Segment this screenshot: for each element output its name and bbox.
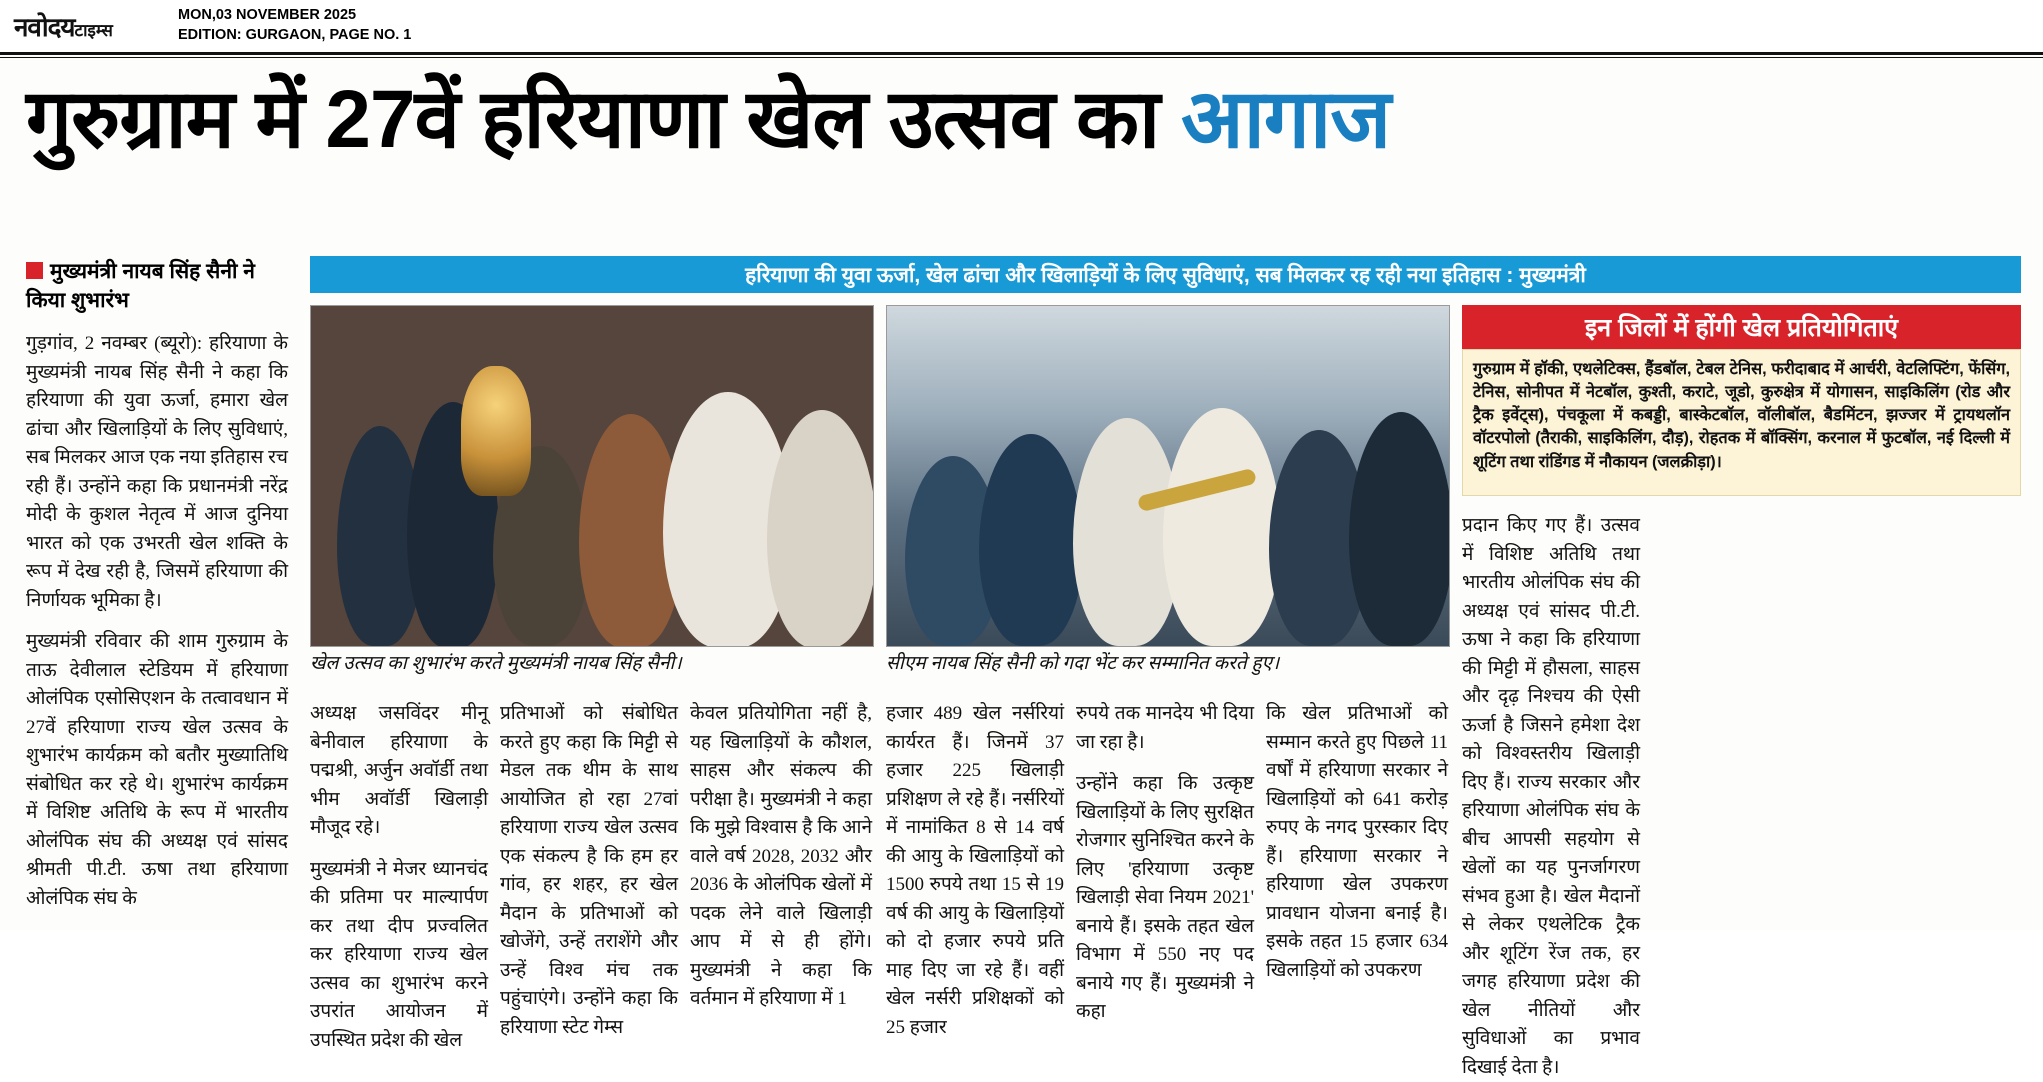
paragraph: मुख्यमंत्री रविवार की शाम गुरुग्राम के ताऊ देवीलाल स्टेडियम में हरियाणा ओलंपिक एसोसिएशन के तत्वावधान में 27वें हरियाणा राज्य खेल उत्सव के शुभारंभ कार्यक्रम को बतौर मुख्यातिथि संबोधित कर रहे थे। शुभारंभ कार्यक्रम में विशिष्ट अतिथि के रूप में भारतीय ओलंपिक संघ की अध्यक्ष एवं सांसद श्रीमती पी.टी. ऊषा तथा हरियाणा ओलंपिक संघ के <box>26 631 288 909</box>
photo1-image <box>311 306 873 646</box>
photo1-caption: खेल उत्सव का शुभारंभ करते मुख्यमंत्री नायब सिंह सैनी। <box>310 653 682 674</box>
photo2-image <box>887 306 1449 646</box>
figure <box>979 434 1083 646</box>
paragraph: गुड़गांव, 2 नवम्बर (ब्यूरो): हरियाणा के मुख्यमंत्री नायब सिंह सैनी ने कहा कि हरियाणा की युवा ऊर्जा, हमारा खेल ढांचा और खिलाड़ियों के लिए सुविधाएं, सब मिलकर आज एक नया इतिहास रच रही हैं। उन्होंने कहा कि प्रधानमंत्री नरेंद्र मोदी के कुशल नेतृत्व में आज दुनिया भारत को एक उभरती खेल शक्ति के रूप में देख रही है, जिसमें हरियाणा की निर्णायक भूमिका है। <box>26 333 288 611</box>
article-column-d <box>886 700 1064 1042</box>
ceremonial-lamp-icon <box>461 366 531 496</box>
paragraph: रुपये तक मानदेय भी दिया जा रहा है। <box>1076 703 1254 753</box>
article-column-e <box>1076 700 1254 1027</box>
logo-wordmark <box>14 8 113 44</box>
paragraph: केवल प्रतियोगिता नहीं है, यह खिलाड़ियों के कौशल, साहस और संकल्प की परीक्षा है। मुख्यमंत्री ने कहा कि मुझे विश्वास है कि आने वाले वर्ष 2028, 2032 और 2036 के ओलंपिक खेलों में पदक लेने वाले खिलाड़ी आप में से ही होंगे। मुख्यमंत्री ने कहा कि वर्तमान में हरियाणा में 1 <box>690 703 872 1009</box>
figure <box>767 410 874 647</box>
districts-list-box <box>1462 349 2021 496</box>
article-column-a <box>310 700 488 1055</box>
edition-line: EDITION: GURGAON, PAGE NO. 1 <box>178 27 412 43</box>
paragraph: मुख्यमंत्री ने मेजर ध्यानचंद की प्रतिमा पर माल्यार्पण कर तथा दीप प्रज्वलित कर हरियाणा राज्य खेल उत्सव का शुभारंभ करने उपरांत आयोजन में उपस्थित प्रदेश की खेल <box>310 858 488 1051</box>
masthead-rule <box>0 52 2043 55</box>
districts-body: गुरुग्राम में हॉकी, एथलेटिक्स, हैंडबॉल, टेबल टेनिस, फरीदाबाद में आर्चरी, वेटलिफ्टिंग, फेंसिंग, टेनिस, सोनीपत में नेटबॉल, कुश्ती, कराटे, जूडो, कुरुक्षेत्र में योगासन, साइकिलिंग (रोड और ट्रैक इवेंट्स), पंचकूला में कबड्डी, बास्केटबॉल, वॉलीबॉल, बैडमिंटन, झज्जर में ट्रायथलॉन वॉटरपोलो (तैराकी, साइकिलिंग, दौड़), रोहतक में बॉक्सिंग, करनाल में फुटबॉल, नई दिल्ली में शूटिंग तथा रांडिंगड में नौकायन (जलक्रीड़ा)। <box>1473 360 2011 471</box>
headline-accent: आगाज <box>1180 74 1391 165</box>
page-title <box>26 74 2021 165</box>
photo-gada-felicitation <box>886 305 1450 647</box>
kicker-headline <box>26 258 288 316</box>
article-column-left <box>26 330 288 913</box>
paragraph: कि खेल प्रतिभाओं को सम्मान करते हुए पिछले 11 वर्षों में हरियाणा सरकार ने खिलाड़ियों को 641 करोड़ रुपए के नगद पुरस्कार दिए हैं। हरियाणा सरकार ने हरियाणा खेल उपकरण प्रावधान योजना बनाई है। इसके तहत 15 हजार 634 खिलाड़ियों को उपकरण <box>1266 703 1448 981</box>
paragraph: अध्यक्ष जसविंदर मीनू बेनीवाल हरियाणा के पद्मश्री, अर्जुन अवॉर्डी तथा भीम अवॉर्डी खिलाड़ी मौजूद रहे। <box>310 703 488 838</box>
paragraph: उन्होंने कहा कि उत्कृष्ट खिलाड़ियों के लिए सुरक्षित रोजगार सुनिश्चित करने के लिए 'हरियाणा उत्कृष्ट खिलाड़ी सेवा नियम 2021' बनाये हैं। इसके तहत खेल विभाग में 550 नए पद बनाये गए हैं। मुख्यमंत्री ने कहा <box>1076 773 1254 1022</box>
districts-title-bar <box>1462 305 2021 349</box>
paragraph: प्रदान किए गए हैं। उत्सव में विशिष्ट अतिथि तथा भारतीय ओलंपिक संघ की अध्यक्ष एवं सांसद पी.टी. ऊषा ने कहा कि हरियाणा की मिट्टी में हौसला, साहस और दृढ़ निश्चय की ऐसी ऊर्जा है जिसने हमेशा देश को विश्वस्तरीय खिलाड़ी दिए हैं। राज्य सरकार और हरियाणा ओलंपिक संघ के बीच आपसी सहयोग से खेलों का यह पुनर्जागरण संभव हुआ है। खेल मैदानों से लेकर एथलेटिक ट्रैक और शूटिंग रेंज तक, हर जगह हरियाणा प्रदेश की खेल नीतियों और सुविधाओं का प्रभाव दिखाई देता है। <box>1462 515 1640 1078</box>
subheadline-bar <box>310 256 2021 293</box>
publication-logo <box>0 0 164 52</box>
figure <box>1163 408 1281 646</box>
headline-main: गुरुग्राम में 27वें हरियाणा खेल उत्सव का <box>26 74 1181 165</box>
masthead <box>0 0 2043 52</box>
article-column-g <box>1462 512 1640 1082</box>
photo-inauguration-lamp <box>310 305 874 647</box>
bullet-square-icon <box>26 262 43 279</box>
paragraph: हजार 489 खेल नर्सरियां कार्यरत हैं। जिनमें 37 हजार 225 खिलाड़ी प्रशिक्षण ले रहे हैं। नर्सरियों में नामांकित 8 से 14 वर्ष की आयु के खिलाड़ियों को 1500 रुपये तथा 15 से 19 वर्ष की आयु के खिलाड़ियों को दो हजार रुपये प्रति माह दिए जा रहे हैं। वहीं खेल नर्सरी प्रशिक्षकों को 25 हजार <box>886 703 1064 1038</box>
districts-title: इन जिलों में होंगी खेल प्रतियोगिताएं <box>1584 314 1898 342</box>
article-column-f <box>1266 700 1448 985</box>
figure <box>1349 412 1450 646</box>
date-line: MON,03 NOVEMBER 2025 <box>178 7 357 24</box>
subheadline-text: हरियाणा की युवा ऊर्जा, खेल ढांचा और खिलाड़ियों के लिए सुविधाएं, सब मिलकर रह रही नया इतिहास : मुख्यमंत्री <box>745 263 1586 287</box>
logo-main: नवोदय <box>14 13 75 42</box>
paragraph: प्रतिभाओं को संबोधित करते हुए कहा कि मिट्टी से मेडल तक थीम के साथ आयोजित हो रहा 27वां हरियाणा राज्य खेल उत्सव एक संकल्प है कि हम हर गांव, हर शहर, हर खेल मैदान के प्रतिभाओं को खोजेंगे, उन्हें तराशेंगे और उन्हें विश्व मंच तक पहुंचाएंगे। उन्होंने कहा कि हरियाणा स्टेट गेम्स <box>500 703 678 1038</box>
edition-info <box>164 0 411 52</box>
logo-sub: टाइम्स <box>74 21 113 40</box>
kicker-text: मुख्यमंत्री नायब सिंह सैनी ने किया शुभारंभ <box>26 260 255 312</box>
article-column-b <box>500 700 678 1042</box>
article-column-c <box>690 700 872 1014</box>
masthead-rule-thin <box>0 57 2043 58</box>
photo2-caption: सीएम नायब सिंह सैनी को गदा भेंट कर सम्मानित करते हुए। <box>886 653 1280 674</box>
